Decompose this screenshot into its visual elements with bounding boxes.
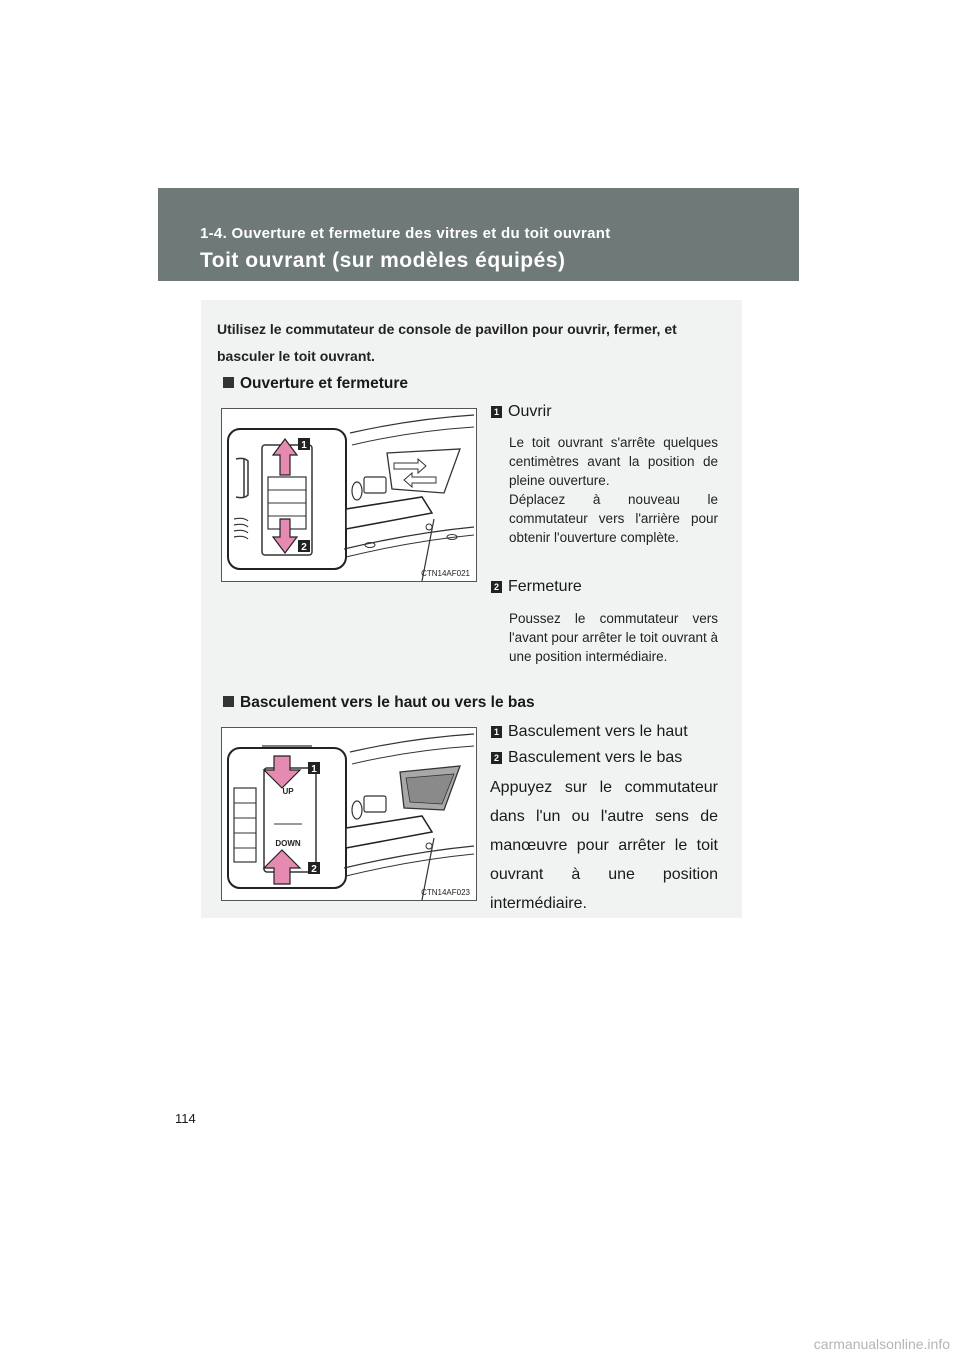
- svg-text:UP: UP: [282, 787, 294, 796]
- item-tilt-down: 2 Basculement vers le bas: [491, 749, 682, 767]
- item-open: 1 Ouvrir: [491, 403, 552, 421]
- tilt-switch-illustration: [222, 728, 476, 900]
- section-heading-open-close: Ouverture et fermeture: [223, 375, 408, 393]
- svg-text:1: 1: [301, 440, 307, 451]
- content-panel: [201, 300, 742, 918]
- svg-text:2: 2: [311, 864, 317, 875]
- overhead-console-illustration: [222, 409, 476, 581]
- svg-text:DOWN: DOWN: [275, 839, 301, 848]
- number-2-icon: 2: [491, 752, 502, 764]
- number-1-icon: 1: [491, 406, 502, 418]
- figure-tilt: [221, 727, 477, 901]
- section-title: 1-4. Ouverture et fermeture des vitres et du toit ouvrant: [200, 225, 611, 242]
- item-close: 2 Fermeture: [491, 578, 582, 596]
- svg-text:2: 2: [301, 542, 307, 553]
- section-heading-tilt: Basculement vers le haut ou vers le bas: [223, 694, 535, 712]
- item-close-description: Poussez le commutateur vers l'avant pour arrêter le toit ouvrant à une position intermédiaire.: [509, 611, 718, 664]
- item-open-description: Le toit ouvrant s'arrête quelques centimètres avant la position de pleine ouverture. Déplacez à nouveau le commutateur vers l'arrière pour obtenir l'ouverture complète.: [509, 435, 718, 545]
- page-number: 114: [175, 1111, 196, 1126]
- number-2-icon: 2: [491, 581, 502, 593]
- figure-open-close: [221, 408, 477, 582]
- number-1-icon: 1: [491, 726, 502, 738]
- page-title: Toit ouvrant (sur modèles équipés): [200, 249, 566, 272]
- bullet-square-icon: [223, 377, 234, 388]
- intro-text: Utilisez le commutateur de console de pavillon pour ouvrir, fermer, et basculer le toit ouvrant.: [217, 321, 677, 364]
- tilt-description: Appuyez sur le commutateur dans l'un ou l'autre sens de manœuvre pour arrêter le toit ouvrant à une position intermédiaire.: [490, 779, 718, 912]
- chapter-header: [158, 188, 799, 281]
- watermark: carmanualsonline.info: [813, 1336, 950, 1352]
- svg-text:CTN14AF023: CTN14AF023: [421, 888, 470, 897]
- item-tilt-up: 1 Basculement vers le haut: [491, 723, 688, 741]
- svg-text:1: 1: [311, 764, 317, 775]
- bullet-square-icon: [223, 696, 234, 707]
- svg-text:CTN14AF021: CTN14AF021: [421, 569, 470, 578]
